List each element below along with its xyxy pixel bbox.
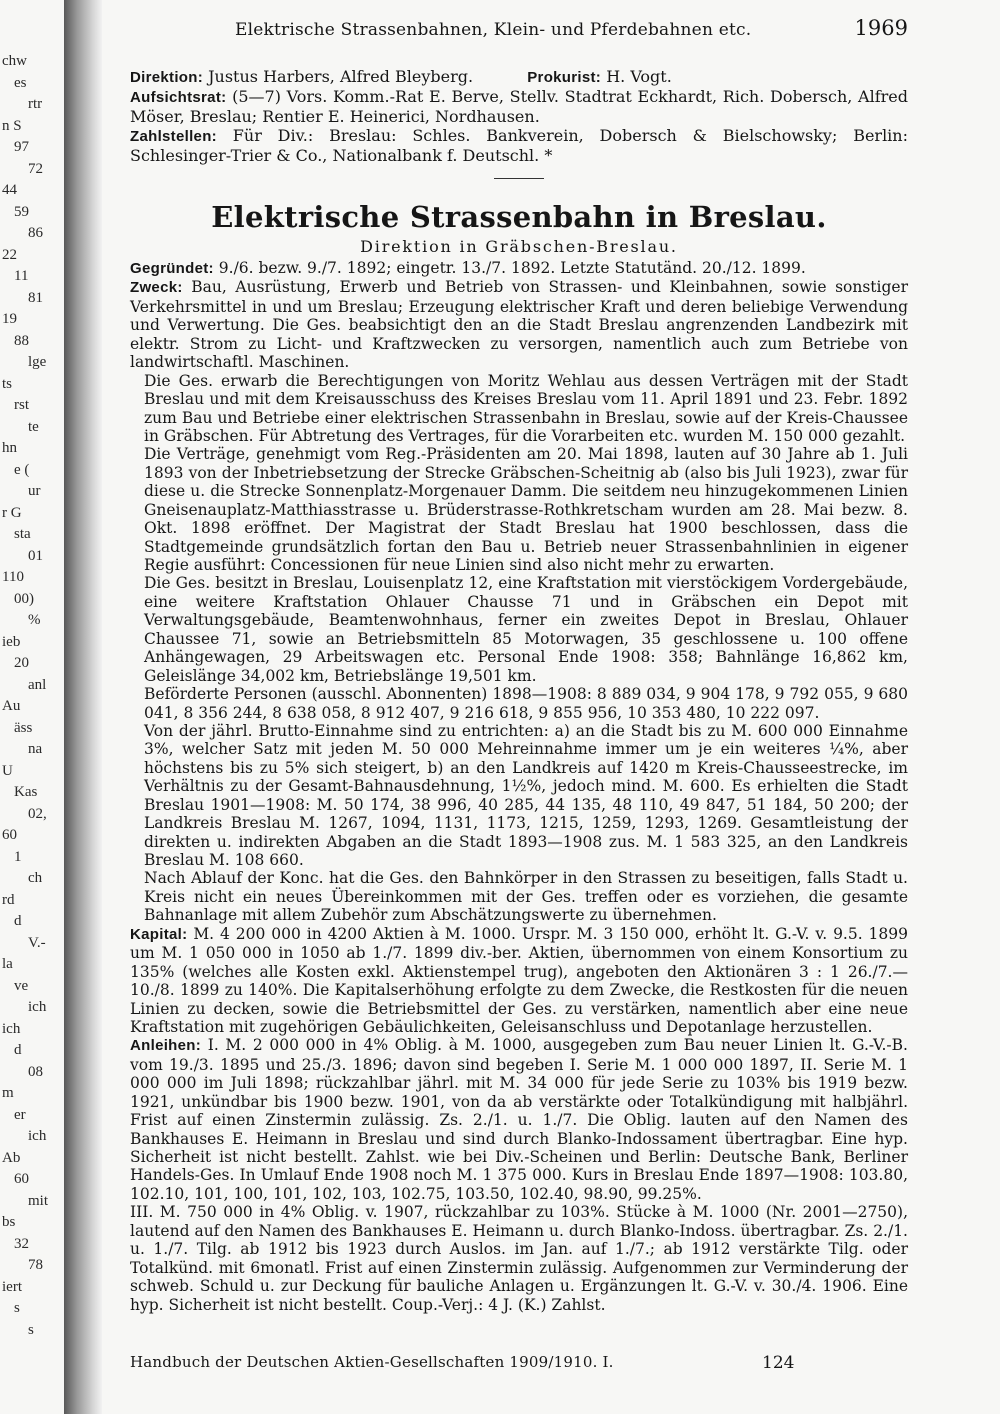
margin-fragment: 97 <box>14 139 29 155</box>
margin-fragment: ieb <box>2 634 21 650</box>
direktion-text: Justus Harbers, Alfred Bleyberg. <box>208 67 474 86</box>
margin-fragment: ts <box>2 376 13 392</box>
margin-fragment: 08 <box>28 1064 43 1080</box>
zweck-paragraph <box>130 278 908 371</box>
margin-fragment: r G <box>2 505 22 521</box>
margin-fragment: m <box>2 1085 14 1101</box>
margin-fragment: 44 <box>2 182 17 198</box>
margin-fragment: 00) <box>14 591 34 607</box>
margin-fragment: er <box>14 1107 26 1123</box>
margin-fragment: ch <box>28 870 43 886</box>
company-direktion: Direktion in Gräbschen-Breslau. <box>360 237 678 256</box>
margin-fragment: ich <box>28 1128 47 1144</box>
aufsichtsrat-text: (5—7) Vors. Komm.-Rat E. Berve, Stellv. Stadtrat Eckhardt, Rich. Dobersch, Alfred Möser, Breslau; Rentier E. Heinerici, Nordhausen. <box>130 87 908 126</box>
margin-fragment: ich <box>2 1021 21 1037</box>
margin-fragment: 59 <box>14 204 29 220</box>
anleihen-paragraph <box>130 1036 908 1203</box>
margin-fragment: sta <box>14 526 31 542</box>
margin-fragment: lge <box>28 354 47 370</box>
margin-fragment: mit <box>28 1193 49 1209</box>
margin-fragment: d <box>14 1042 22 1058</box>
anleihen-1-text: I. M. 2 000 000 in 4% Oblig. à M. 1000, ausgegeben zum Bau neuer Linien lt. G.-V.-B. vom 19./3. 1895 und 25./3. 1896; davon sind begeben I. Serie M. 1 000 000 1897, II. Serie M. 1 000 000 im Juli 1898; rückzahlbar jährl. mit M. 34 000 für jede Serie zu 103% bis 1919 bezw. 1921, unkündbar bis 1900 bezw. 1901, von da ab verstärkte oder Totalkündigung mit halbjährl. Frist auf einen Zinstermin zulässig. Zs. 2./1. u. 1./7. Die Oblig. lauten auf den Namen des Bankhauses E. Heimann in Breslau und sind durch Blanko-Indossament übertragbar. Eine hyp. Sicherheit ist nicht bestellt. Zahlst. wie bei Div.-Scheinen und Berlin: Deutsche Bank, Berliner Handels-Ges. In Umlauf Ende 1908 noch M. 1 375 000. Kurs in Breslau Ende 1897—1908: 103.80, 102.10, 101, 100, 101, 102, 103, 102.75, 103.50, 102.40, 98.90, 99.25%. <box>130 1036 908 1203</box>
margin-fragment: U <box>2 763 13 779</box>
margin-fragment: 11 <box>14 268 29 284</box>
margin-fragment: la <box>2 956 13 972</box>
margin-fragment: 72 <box>28 161 43 177</box>
margin-fragment: iert <box>2 1279 22 1295</box>
margin-fragment: 60 <box>2 827 17 843</box>
facing-page-margin <box>0 52 62 1352</box>
prokurist-text: H. Vogt. <box>606 67 672 86</box>
section-divider <box>494 178 544 179</box>
margin-fragment: s <box>28 1322 34 1338</box>
book-gutter-shadow <box>64 0 102 1414</box>
margin-fragment: bs <box>2 1214 16 1230</box>
zahlstellen-text: Für Div.: Breslau: Schles. Bankverein, Dobersch & Bielschowsky; Berlin: Schlesinger-Trier & Co., Nationalbank f. Deutschl. * <box>130 126 908 165</box>
zahlstellen-line <box>130 126 908 165</box>
margin-fragment: e ( <box>14 462 30 478</box>
running-title: Elektrische Strassenbahnen, Klein- und Pferdebahnen etc. <box>235 20 752 40</box>
gegruendet-label: Gegründet: <box>130 260 214 277</box>
margin-fragment: 22 <box>2 247 17 263</box>
prokurist-label: Prokurist: <box>527 69 602 86</box>
margin-fragment: rd <box>2 892 15 908</box>
margin-fragment: V.- <box>28 935 46 951</box>
page-number: 1969 <box>854 16 908 40</box>
margin-fragment: 88 <box>14 333 29 349</box>
direktion-line <box>130 67 908 87</box>
gegruendet-text: 9./6. bezw. 9./7. 1892; eingetr. 13./7. 1892. Letzte Statutänd. 20./12. 1899. <box>218 259 806 277</box>
zahlstellen-label: Zahlstellen: <box>130 128 217 145</box>
margin-fragment: n S <box>2 118 22 134</box>
margin-fragment: 81 <box>28 290 43 306</box>
page-column <box>130 0 908 1414</box>
direktion-label: Direktion: <box>130 69 204 86</box>
margin-fragment: te <box>28 419 39 435</box>
berechtigungen-paragraph: Die Ges. erwarb die Berechtigungen von Moritz Wehlau aus dessen Verträgen mit der Stadt Breslau und mit dem Kreisausschuss des Kreises Breslau vom 11. April 1891 und 23. Febr. 1892 zum Bau und Betriebe einer elektrischen Strassenbahn in Breslau, sowie auf der Kreis-Chaussee in Gräbschen. Für Abtretung des Vertrages, für die Vorarbeiten etc. wurden M. 150 000 gezahlt. <box>144 371 908 445</box>
margin-fragment: ich <box>28 999 47 1015</box>
margin-fragment: 86 <box>28 225 43 241</box>
margin-fragment: s <box>14 1300 20 1316</box>
margin-fragment: rst <box>14 397 29 413</box>
kapital-label: Kapital: <box>130 925 188 943</box>
company-title: Elektrische Strassenbahn in Breslau. <box>211 200 827 234</box>
aufsichtsrat-line <box>130 87 908 126</box>
footer-page-number: 124 <box>762 1353 795 1373</box>
margin-fragment: Ab <box>2 1150 21 1166</box>
margin-fragment: 110 <box>2 569 24 585</box>
margin-fragment: 78 <box>28 1257 43 1273</box>
previous-entry-tail <box>130 67 908 165</box>
zweck-label: Zweck: <box>130 279 183 297</box>
margin-fragment: anl <box>28 677 47 693</box>
margin-fragment: chw <box>2 53 27 69</box>
margin-fragment: d <box>14 913 22 929</box>
margin-fragment: es <box>14 75 27 91</box>
margin-fragment: hn <box>2 440 17 456</box>
befoerderte-paragraph: Beförderte Personen (ausschl. Abonnenten) 1898—1908: 8 889 034, 9 904 178, 9 792 055, 9 680 041, 8 356 244, 8 638 058, 8 912 407, 9 216 618, 9 855 956, 10 353 480, 10 222 097. <box>144 685 908 722</box>
margin-fragment: Au <box>2 698 21 714</box>
margin-fragment: 60 <box>14 1171 29 1187</box>
zweck-text: Bau, Ausrüstung, Erwerb und Betrieb von Strassen- und Kleinbahnen, sowie sonstiger Verkehrsmittel in und um Breslau; Erzeugung elektrischer Kraft und deren beliebige Verwendung und Verwertung. Die Ges. beabsichtigt den an die Stadt Breslau angrenzenden Landbezirk mit elektr. Strom zu Licht- und Kraftzwecken zu versorgen, namentlich auch zum Betriebe von landwirtschaftl. Maschinen. <box>130 278 908 372</box>
margin-fragment: na <box>28 741 43 757</box>
entry-body <box>130 259 908 1314</box>
margin-fragment: ve <box>14 978 29 994</box>
margin-fragment: äss <box>14 720 33 736</box>
margin-fragment: ur <box>28 483 41 499</box>
gegruendet-line <box>130 259 908 278</box>
margin-fragment: 32 <box>14 1236 29 1252</box>
anleihen-3-paragraph: III. M. 750 000 in 4% Oblig. v. 1907, rückzahlbar zu 103%. Stücke à M. 1000 (Nr. 2001—2750), lautend auf den Namen des Bankhauses E. Heimann u. durch Blanko-Indoss. übertragbar. Zs. 2./1. u. 1./7. Tilg. ab 1912 bis 1923 durch Auslos. im Jan. auf 1./7.; ab 1912 verstärkte Tilg. oder Totalkünd. mit 6monatl. Frist auf einen Zinstermin zulässig. Aufgenommen zur Verminderung der schweb. Schuld u. zur Deckung für bauliche Anlagen u. Ergänzungen lt. G.-V. v. 30./4. 1906. Eine hyp. Sicherheit ist nicht bestellt. Coup.-Verj.: 4 J. (K.) Zahlst. <box>130 1203 908 1314</box>
margin-fragment: % <box>28 612 41 628</box>
footer-source: Handbuch der Deutschen Aktien-Gesellschaften 1909/1910. I. <box>130 1353 614 1371</box>
aufsichtsrat-label: Aufsichtsrat: <box>130 89 227 106</box>
ablauf-paragraph: Nach Ablauf der Konc. hat die Ges. den Bahnkörper in den Strassen zu beseitigen, falls Stadt u. Kreis nicht ein neues Übereinkommen mit der Ges. treffen oder es vorziehen, die gesamte Bahnanlage mit allem Zubehör zum Abschätzungswerte zu übernehmen. <box>144 869 908 925</box>
besitz-paragraph: Die Ges. besitzt in Breslau, Louisenplatz 12, eine Kraftstation mit vierstöckigem Vordergebäude, eine weitere Kraftstation Ohlauer Chausse 71 und in Gräbschen ein Depot mit Verwaltungsgebäude, Beamtenwohnhaus, ferner ein zweites Depot in Breslau, Ohlauer Chaussee 71, sowie an Betriebsmitteln 85 Motorwagen, 35 geschlossene u. 100 offene Anhängewagen, 29 Arbeitswagen etc. Personal Ende 1908: 358; Bahnlänge 16,862 km, Geleislänge 34,002 km, Betriebslänge 19,501 km. <box>144 574 908 685</box>
anleihen-label: Anleihen: <box>130 1037 202 1055</box>
kapital-text: M. 4 200 000 in 4200 Aktien à M. 1000. Urspr. M. 3 150 000, erhöht lt. G.-V. v. 9.5. 1899 um M. 1 050 000 in 1050 ab 1./7. 1899 div.-ber. Aktien, übernommen von einem Konsortium zu 135% (welches alle Kosten exkl. Aktienstempel trug), angeboten den Aktionären 3 : 1 26./7.—10./8. 1899 zu 140%. Die Kapitalserhöhung erfolgte zu dem Zwecke, die Restkosten für die neuen Linien zu decken, sowie die Betriebsmittel der Ges. zu verstärken, namentlich aber eine neue Kraftstation mit zugehörigen Gebäulichkeiten, Geleisanschluss und Depotanlage herzustellen. <box>130 924 908 1036</box>
margin-fragment: 19 <box>2 311 17 327</box>
margin-fragment: 01 <box>28 548 43 564</box>
abgaben-paragraph: Von der jährl. Brutto-Einnahme sind zu entrichten: a) an die Stadt bis zu M. 600 000 Einnahme 3%, welcher Satz mit jeden M. 50 000 Mehreinnahme immer um je ein weiteres ¼%, aber höchstens bis zu 5% sich steigert, b) an den Landkreis auf 1420 m Kreis-Chausseestrecke, im Verhältnis zu der Gesamt-Bahnausdehnung, 1½%, jedoch mind. M. 600. Es erhielten die Stadt Breslau 1901—1908: M. 50 174, 38 996, 40 285, 44 135, 48 110, 49 847, 51 184, 50 200; der Landkreis Breslau M. 1267, 1094, 1131, 1173, 1215, 1259, 1293, 1269. Gesamtleistung der direkten u. indirekten Abgaben an die Stadt 1893—1908 zus. M. 1 583 325, an den Landkreis Breslau M. 108 660. <box>144 721 908 869</box>
margin-fragment: 20 <box>14 655 29 671</box>
margin-fragment: 02, <box>28 806 47 822</box>
kapital-paragraph <box>130 925 908 1037</box>
margin-fragment: rtr <box>28 96 43 112</box>
margin-fragment: Kas <box>14 784 38 800</box>
vertraege-paragraph: Die Verträge, genehmigt vom Reg.-Präsidenten am 20. Mai 1898, lauten auf 30 Jahre ab 1. Juli 1893 von der Inbetriebsetzung der Strecke Gräbschen-Scheitnig ab (also bis Juli 1923), zwar für diese u. die Strecke Sonnenplatz-Morgenauer Damm. Die seitdem neu hinzugekommenen Linien Gneisenauplatz-Matthiasstrasse u. Brüderstrasse-Rothkretscham wurden am 28. Mai bezw. 8. Okt. 1898 eröffnet. Der Magistrat der Stadt Breslau hat 1900 beschlossen, dass die Stadtgemeinde grundsätzlich fortan den Bau u. Betrieb neuer Strassenbahnlinien in eigener Regie ausführt: Concessionen für neue Linien sind also nicht mehr zu erwarten. <box>144 445 908 574</box>
margin-fragment: 1 <box>14 849 22 865</box>
